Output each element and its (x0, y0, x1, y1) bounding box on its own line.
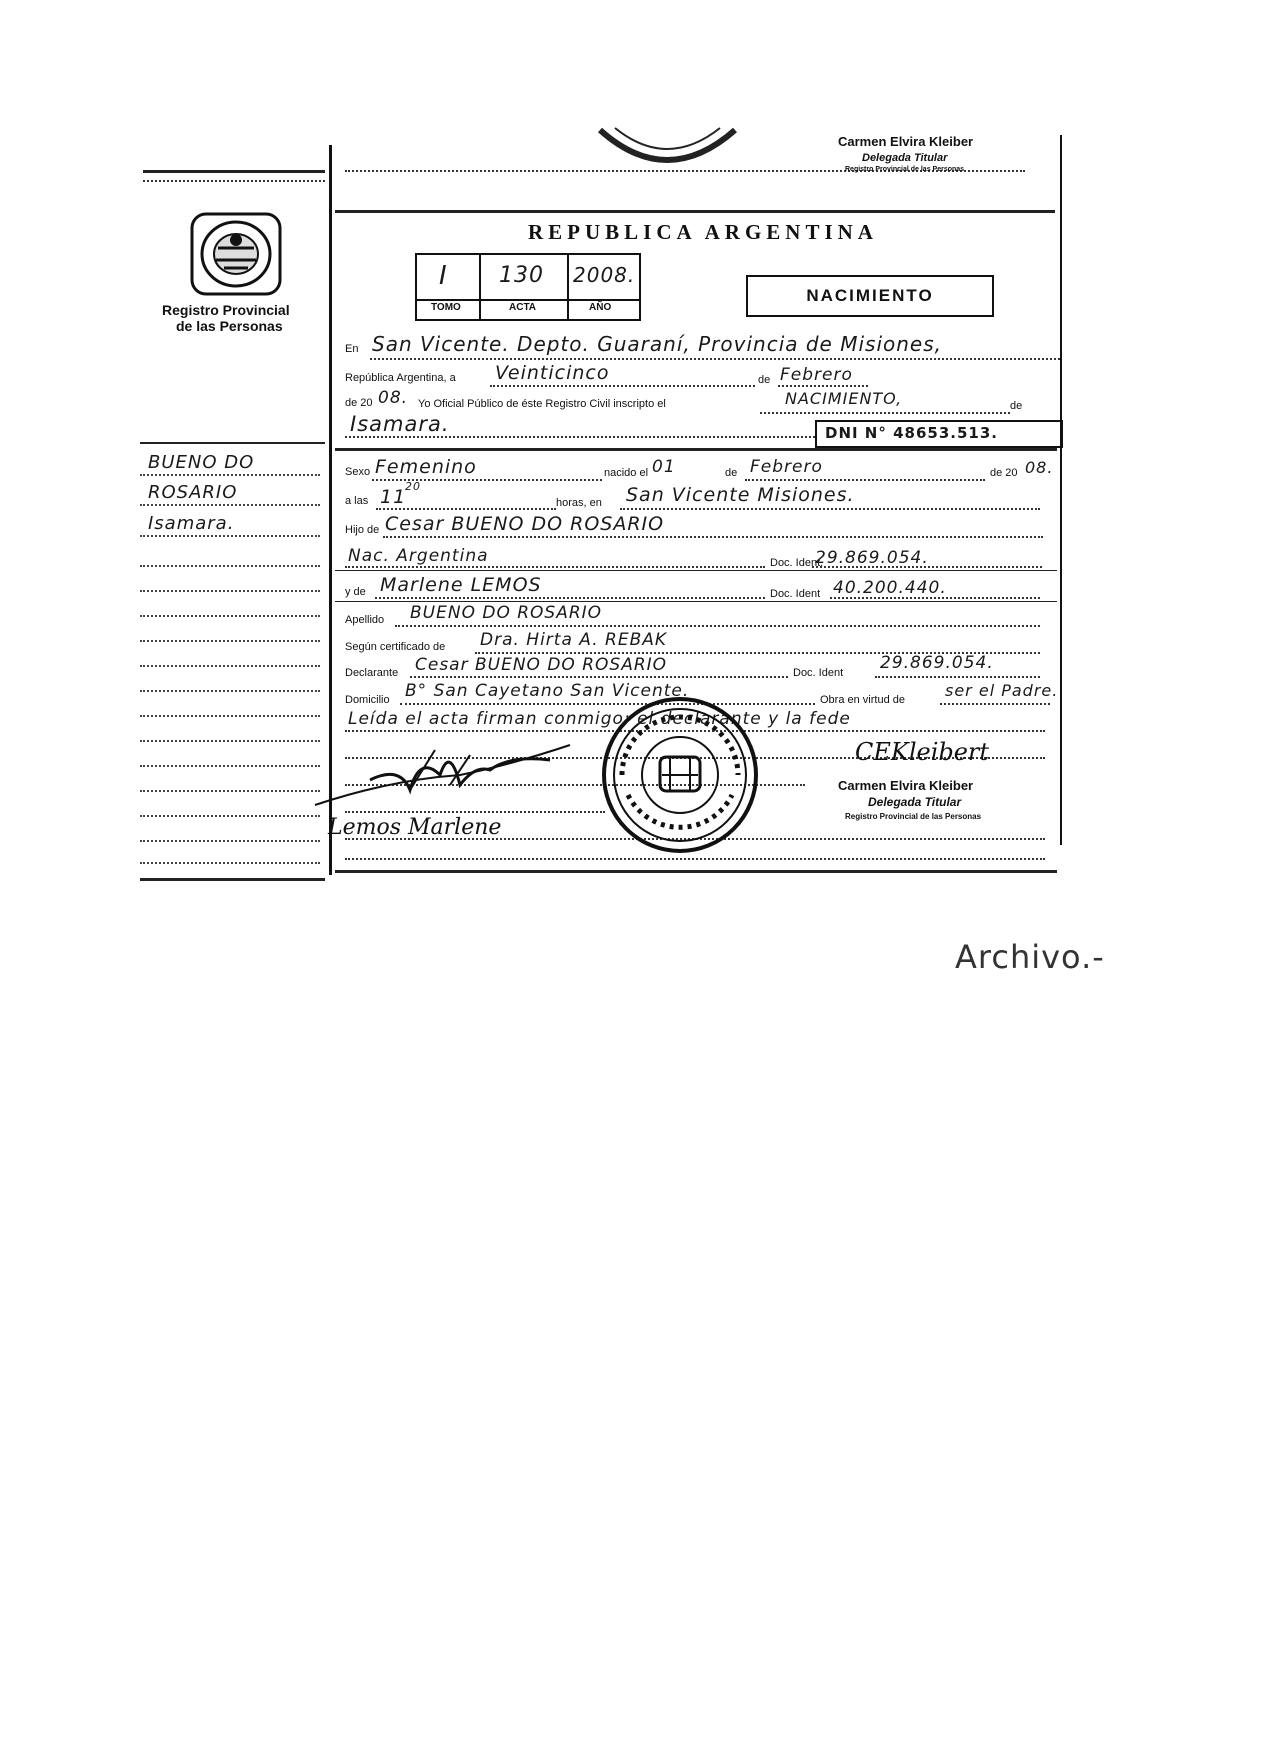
a-las-value: 11 (380, 486, 407, 508)
apellido-value: BUENO DO ROSARIO (410, 603, 603, 623)
signature-office: Registro Provincial de las Personas (845, 812, 982, 821)
top-seal-fragment (595, 120, 740, 175)
main-bottom-rule (335, 870, 1057, 873)
a-las-label: a las (345, 495, 369, 507)
leida-value: Leída el acta firman conmigo: el declarante y la fede (348, 709, 851, 729)
top-rule-right (335, 210, 1055, 213)
stub-name-1: BUENO DO (148, 452, 255, 473)
official-signature: CEKleibert (855, 738, 990, 766)
stub-line (140, 840, 320, 842)
stub-line (140, 590, 320, 592)
en-label: En (345, 343, 359, 355)
horas-value: San Vicente Misiones. (626, 484, 855, 506)
doc-ident-label-2: Doc. Ident (770, 588, 821, 600)
signature-name: Carmen Elvira Kleiber (838, 778, 974, 793)
stub-line (140, 790, 320, 792)
stub-line (140, 615, 320, 617)
segun-label: Según certificado de (345, 641, 446, 653)
hijo-value: Cesar BUENO DO ROSARIO (385, 513, 665, 535)
nac-value: Nac. Argentina (348, 546, 489, 566)
declarante-value: Cesar BUENO DO ROSARIO (415, 655, 668, 675)
stub-line (140, 862, 320, 864)
registry-name-2: de las Personas (176, 318, 283, 334)
stub-name-3: Isamara. (148, 513, 235, 534)
provincial-emblem-icon (186, 210, 286, 298)
horas-label: horas, en (556, 497, 602, 509)
top-dots-left (143, 180, 325, 182)
margin-note: Archivo.- (955, 938, 1105, 976)
right-border (1060, 135, 1062, 845)
obra-value: ser el Padre. (945, 681, 1059, 700)
tomo-label: TOMO (431, 302, 461, 313)
official-seal-icon (600, 695, 760, 855)
stub-line (140, 504, 320, 506)
record-type: NACIMIENTO (806, 286, 934, 305)
stub-line (140, 665, 320, 667)
a-las-min: 20 (405, 480, 421, 493)
stub-top-rule (140, 442, 325, 444)
en-value: San Vicente. Depto. Guaraní, Provincia de Misiones, (372, 332, 943, 356)
ano-label: AÑO (589, 302, 612, 313)
doc-ident-value: 29.869.054. (815, 548, 929, 568)
doc-ident-value-2: 40.200.440. (833, 578, 947, 598)
doc-ident-value-3: 29.869.054. (880, 653, 994, 673)
stub-line (140, 690, 320, 692)
dni-box (815, 420, 1063, 448)
top-official-office: Registro Provincial de las Personas (845, 166, 965, 173)
signature-title: Delegada Titular (868, 795, 962, 809)
nacido-year-label: de 20 (990, 467, 1018, 479)
month-value: Febrero (780, 365, 853, 385)
domicilio-label: Domicilio (345, 694, 390, 706)
nacido-month: Febrero (750, 457, 823, 477)
nacido-year: 08. (1025, 458, 1054, 477)
doc-ident-label: Doc. Ident. (770, 557, 824, 569)
apellido-label: Apellido (345, 614, 385, 626)
top-official-title: Delegada Titular (862, 152, 948, 164)
acta-label: ACTA (509, 302, 537, 313)
stub-line (140, 535, 320, 537)
republica-label: República Argentina, a (345, 372, 456, 384)
sexo-label: Sexo (345, 466, 371, 478)
doc-ident-label-3: Doc. Ident (793, 667, 844, 679)
stub-line (140, 815, 320, 817)
domicilio-value: B° San Cayetano San Vicente. (405, 681, 690, 701)
stub-line (140, 715, 320, 717)
day-value: Veinticinco (495, 362, 610, 384)
nacido-day: 01 (652, 457, 676, 477)
declarante-label: Declarante (345, 667, 399, 679)
stub-line (140, 740, 320, 742)
acta-value: 130 (499, 263, 544, 288)
stub-name-2: ROSARIO (148, 482, 238, 503)
yde-value: Marlene LEMOS (380, 574, 542, 596)
de-label: de (758, 374, 771, 386)
inscripto-value: NACIMIENTO, (785, 389, 903, 408)
de-label-3: de (725, 467, 738, 479)
stub-line (140, 640, 320, 642)
year-prefix: de 20 (345, 397, 373, 409)
obra-label: Obra en virtud de (820, 694, 905, 706)
record-type-box (746, 275, 994, 317)
sexo-value: Femenino (375, 456, 477, 478)
oficial-text: Yo Oficial Público de éste Registro Civil inscripto el (418, 398, 666, 410)
segun-value: Dra. Hirta A. REBAK (480, 630, 668, 650)
stub-line (140, 565, 320, 567)
nacido-label: nacido el (604, 467, 649, 479)
witness-signature: Lemos Marlene (328, 815, 502, 840)
yde-label: y de (345, 586, 366, 598)
year-value: 08. (378, 388, 409, 408)
top-rule-left (143, 170, 325, 173)
hijo-label: Hijo de (345, 524, 380, 536)
registry-name-1: Registro Provincial (162, 302, 290, 318)
country-title: REPUBLICA ARGENTINA (528, 220, 878, 244)
name-value: Isamara. (350, 412, 450, 436)
dni-value: DNI N° 48653.513. (825, 424, 998, 442)
stub-line (140, 474, 320, 476)
record-box (415, 253, 641, 321)
tomo-value: I (439, 261, 448, 291)
declarant-signature (310, 735, 580, 815)
ano-value: 2008. (573, 263, 636, 287)
top-official-name: Carmen Elvira Kleiber (838, 134, 974, 149)
stub-line (140, 765, 320, 767)
stub-bottom-rule (140, 878, 325, 881)
de-label-2: de (1010, 400, 1023, 412)
